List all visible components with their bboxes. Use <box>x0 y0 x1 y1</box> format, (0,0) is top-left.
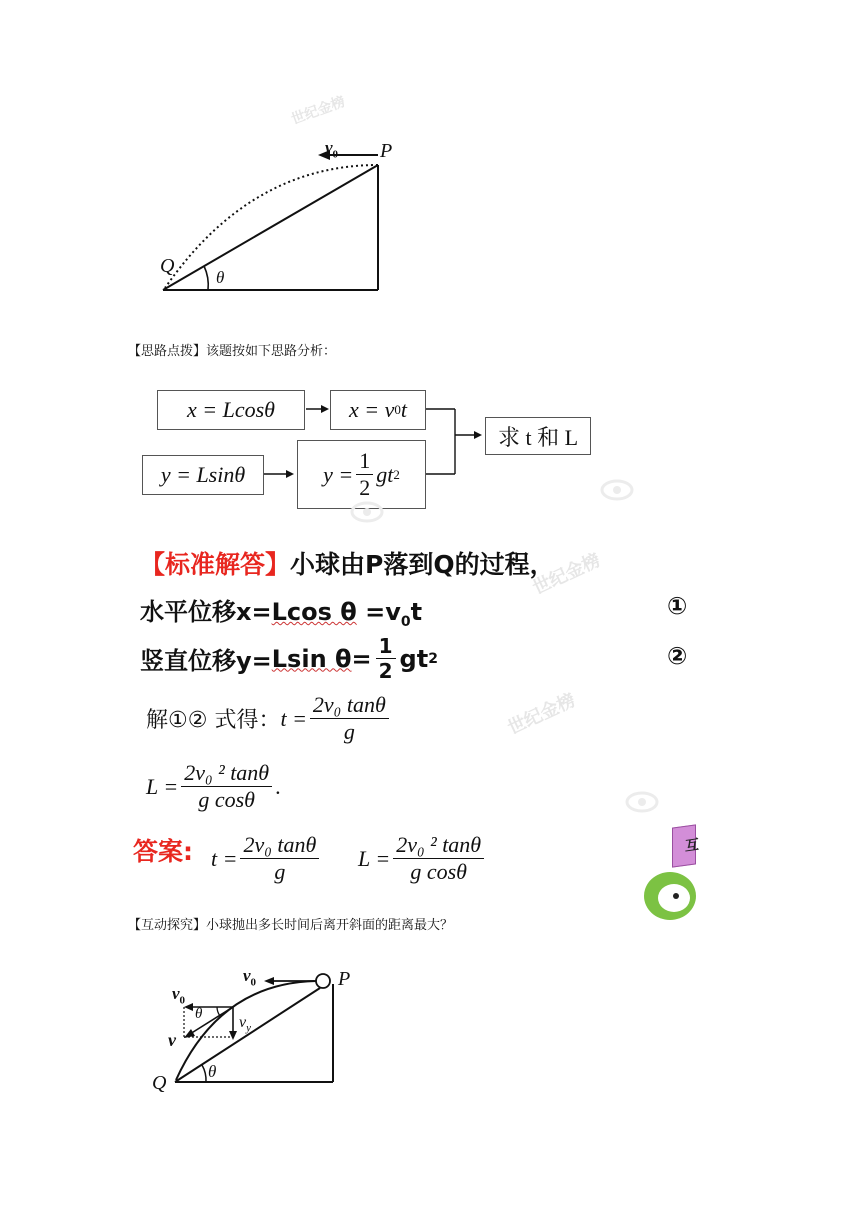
theta-label: θ <box>208 1062 217 1081</box>
t-fraction: $\frac{\text{2v₀ tanθ}}{g}$ <box>310 694 389 743</box>
watermark: 世纪金榜 <box>504 689 579 740</box>
vy-label: $v_y$ <box>239 1014 251 1035</box>
hint-label: 【思路点拨】该题按如下思路分析： <box>128 344 337 359</box>
flow-box-x-v0t: x = v 0 t <box>330 390 426 430</box>
theta-small-label: θ <box>195 1006 203 1022</box>
incline-diagram-1 <box>120 100 430 330</box>
point-p-label: P <box>380 140 393 162</box>
flow-box-y-lsin: y = Lsinθ <box>142 455 264 495</box>
flow-box-x-lcos: x = Lcosθ <box>157 390 305 430</box>
v0-label: $v_0$ <box>325 138 339 161</box>
answer-t-fraction: $\frac{\text{2v₀ tanθ}}{g}$ <box>240 834 319 883</box>
answer-row <box>133 828 693 893</box>
fraction-half: $\frac{1}{2}$ <box>376 636 396 681</box>
fraction-half: $\frac{1}{2}$ <box>356 450 373 499</box>
flow-chart <box>140 385 610 515</box>
solution-line-1: 水平位移x=Lcos $\theta =v_0t$ <box>140 598 423 630</box>
solve-l-line: L = $\frac{\text{2v₀ ² tanθ}}{\text{g cosθ}}$ . <box>146 760 281 812</box>
flow-box-result: 求 t 和 L <box>485 417 591 455</box>
v-label: v <box>168 1030 176 1050</box>
solution-tag: 【标准解答】 <box>140 550 291 579</box>
v0-top-label: $v_0$ <box>243 966 257 989</box>
equation-number-1: ① <box>667 592 688 620</box>
watermark: 世纪金榜 <box>289 93 348 129</box>
answer-label: 答案: <box>133 837 193 866</box>
watermark-eye-icon <box>625 790 659 814</box>
explore-label: 【互动探究】小球抛出多长时间后离开斜面的距离最大？ <box>128 918 454 933</box>
watermark: 世纪金榜 <box>529 549 604 600</box>
flow-box-y-gt2: y = $\frac{1}{2}$ gt 2 <box>297 440 426 509</box>
solution-line-2: 竖直位移y= Lsin θ = $\frac{1}{2}$ gt 2 <box>140 634 438 683</box>
solve-t-line: 解①② 式得： t = $\frac{\text{2v₀ tanθ}}{g}$ <box>146 694 392 743</box>
figure-incline-1 <box>120 100 430 330</box>
point-q-label: Q <box>160 255 175 277</box>
point-p-label: P <box>338 968 351 990</box>
watermark-eye-icon <box>350 500 384 524</box>
figure-incline-2 <box>140 950 380 1110</box>
answer-t: t = $\frac{\text{2v₀ tanθ}}{g}$ <box>211 834 322 883</box>
equation-number-2: ② <box>667 642 688 670</box>
theta-label: θ <box>216 268 225 287</box>
solution-intro: 小球由P落到Q的过程， <box>290 550 555 579</box>
watermark-eye-icon <box>600 478 634 502</box>
interactive-badge: 互 <box>672 824 696 867</box>
answer-l-fraction: $\frac{\text{2v₀ ² tanθ}}{\text{g cosθ}}$ <box>393 834 484 883</box>
v0-left-label: $v_0$ <box>172 984 186 1007</box>
l-fraction: $\frac{\text{2v₀ ² tanθ}}{\text{g cosθ}}$ <box>181 762 272 811</box>
mascot-icon <box>640 866 694 896</box>
solution-heading <box>140 545 555 581</box>
point-q-label: Q <box>152 1072 167 1094</box>
answer-l: L = $\frac{\text{2v₀ ² tanθ}}{\text{g cosθ}}$ <box>358 834 487 883</box>
